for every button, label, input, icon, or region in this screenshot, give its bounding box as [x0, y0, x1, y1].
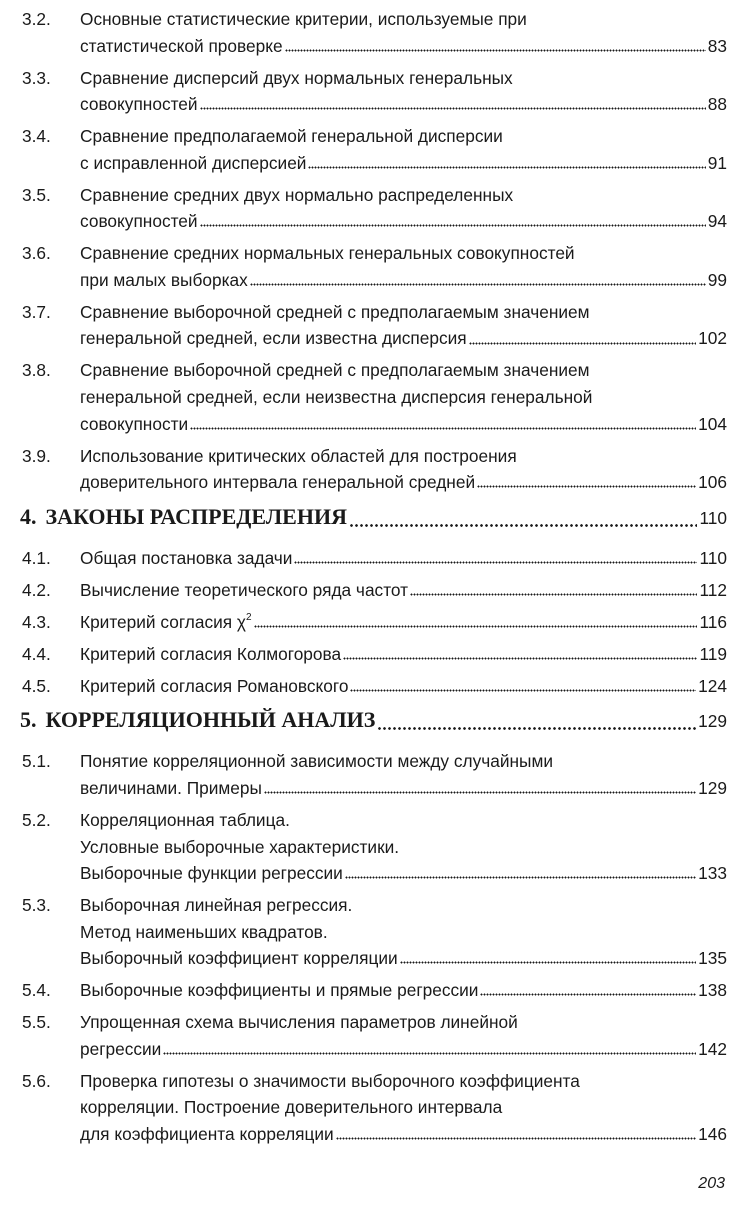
entry-number: 3.2. — [22, 9, 51, 29]
entry-number: 3.9. — [22, 445, 51, 466]
entry-line: Выборочный коэффициент корреляции — [80, 948, 398, 969]
entry-line: Сравнение предполагаемой генеральной дисперсии — [80, 126, 503, 147]
dot-leader — [254, 624, 698, 628]
toc-entry-3-5[interactable] — [20, 182, 727, 235]
entry-line: Критерий согласия Колмогорова — [80, 643, 342, 664]
toc-entry-5-2[interactable] — [20, 807, 727, 887]
entry-number: 4.4. — [22, 643, 51, 664]
entry-number: 3.8. — [22, 360, 51, 381]
dot-leader — [349, 523, 697, 528]
page-number: 129 — [698, 711, 727, 732]
dot-leader — [336, 1137, 696, 1141]
entry-number: 5.4. — [22, 980, 51, 1001]
table-of-contents — [20, 6, 727, 1153]
entry-line — [80, 609, 252, 636]
entry-number: 3.3. — [22, 67, 51, 88]
footer-page-number: 203 — [698, 1175, 725, 1192]
entry-line: Сравнение выборочной средней с предполагаемым значением — [80, 360, 590, 381]
entry-line: Условные выборочные характеристики. — [80, 836, 400, 857]
entry-line: Сравнение средних нормальных генеральных совокупностей — [80, 243, 575, 264]
chapter-title: КОРРЕЛЯЦИОННЫЙ АНАЛИЗ — [45, 707, 376, 733]
dot-leader — [308, 165, 705, 169]
entry-line: статистической проверке — [80, 35, 283, 56]
chapter-5-items — [20, 748, 727, 1147]
entry-number: 5.3. — [22, 895, 51, 916]
entry-line: Выборочные функции регрессии — [80, 863, 343, 884]
entry-number: 5.2. — [22, 809, 51, 830]
entry-number: 4.2. — [22, 579, 51, 600]
dot-leader — [480, 993, 696, 997]
entry-line: Вычисление теоретического ряда частот — [80, 579, 409, 600]
dot-leader — [250, 283, 706, 287]
chapter-4-items — [20, 545, 727, 700]
entry-line: Выборочные коэффициенты и прямые регрессии — [80, 980, 479, 1001]
dot-leader — [377, 726, 696, 731]
entry-line: корреляции. Построение доверительного интервала — [80, 1097, 503, 1118]
toc-entry-3-9[interactable] — [20, 443, 727, 496]
dot-leader — [285, 48, 706, 52]
chapter-number: 4. — [20, 503, 37, 529]
dot-leader — [350, 688, 696, 692]
toc-entry-3-2[interactable] — [20, 6, 727, 59]
toc-entry-4-5[interactable] — [20, 673, 727, 700]
page-number: 133 — [698, 863, 727, 884]
entry-number: 5.5. — [22, 1012, 51, 1033]
entry-number: 3.7. — [22, 301, 51, 322]
entry-line: при малых выборках — [80, 269, 248, 290]
page-number: 129 — [698, 777, 727, 798]
entry-number: 3.5. — [22, 184, 51, 205]
entry-line: генеральной средней, если неизвестна дисперсия генеральной — [80, 387, 593, 408]
dot-leader — [410, 592, 697, 596]
toc-entry-3-3[interactable] — [20, 65, 727, 118]
entry-line: Критерий согласия Романовского — [80, 675, 349, 696]
entry-number: 5.1. — [22, 751, 51, 772]
entry-line: Использование критических областей для построения — [80, 445, 517, 466]
entry-line: Сравнение дисперсий двух нормальных генеральных — [80, 67, 513, 88]
toc-entry-4-4[interactable] — [20, 641, 727, 668]
entry-line: совокупности — [80, 413, 189, 434]
page-number: 94 — [707, 211, 727, 232]
page-number: 142 — [698, 1038, 727, 1059]
entry-line: Общая постановка задачи — [80, 547, 293, 568]
chapter-heading-5[interactable] — [20, 705, 727, 736]
dot-leader — [190, 426, 696, 430]
dot-leader — [200, 224, 706, 228]
chapter-heading-4[interactable] — [20, 502, 727, 533]
entry-line: Сравнение выборочной средней с предполагаемым значением — [80, 301, 590, 322]
entry-number: 4.3. — [22, 611, 51, 632]
toc-entry-3-4[interactable] — [20, 123, 727, 176]
entry-line: генеральной средней, если известна дисперсия — [80, 328, 467, 349]
dot-leader — [264, 791, 696, 795]
entry-line: Корреляционная таблица. — [80, 809, 290, 830]
entry-line: величинами. Примеры — [80, 777, 262, 798]
chapter-number: 5. — [20, 707, 37, 733]
entry-text: Критерий согласия χ — [80, 611, 246, 632]
toc-entry-4-2[interactable] — [20, 577, 727, 604]
entry-line: Упрощенная схема вычисления параметров линейной — [80, 1012, 518, 1033]
toc-entry-5-3[interactable] — [20, 892, 727, 972]
dot-leader — [294, 560, 697, 564]
section-3-items — [20, 6, 727, 496]
entry-line: регрессии — [80, 1038, 162, 1059]
entry-line: для коэффициента корреляции — [80, 1124, 334, 1145]
toc-entry-4-3[interactable] — [20, 609, 727, 636]
page-number: 119 — [699, 643, 727, 664]
entry-line: совокупностей — [80, 211, 198, 232]
entry-number: 4.5. — [22, 675, 51, 696]
toc-entry-5-4[interactable] — [20, 977, 727, 1004]
page-number: 106 — [698, 472, 727, 493]
page-number: 124 — [698, 675, 727, 696]
entry-line: Сравнение средних двух нормально распределенных — [80, 184, 514, 205]
page-number: 116 — [699, 611, 727, 632]
entry-number: 3.6. — [22, 243, 51, 264]
entry-line: совокупностей — [80, 94, 198, 115]
dot-leader — [200, 107, 706, 111]
page-number: 138 — [698, 980, 727, 1001]
entry-number: 3.4. — [22, 126, 51, 147]
entry-line: доверительного интервала генеральной средней — [80, 472, 476, 493]
toc-entry-5-1[interactable] — [20, 748, 727, 801]
page-number: 91 — [707, 152, 727, 173]
entry-line: Выборочная линейная регрессия. — [80, 895, 353, 916]
entry-number: 4.1. — [22, 547, 51, 568]
toc-entry-5-6[interactable] — [20, 1068, 727, 1148]
page-number: 112 — [699, 579, 727, 600]
page-number: 135 — [698, 948, 727, 969]
page-number: 110 — [699, 507, 727, 528]
page-number: 104 — [698, 413, 727, 434]
dot-leader — [345, 876, 696, 880]
dot-leader — [469, 341, 696, 345]
superscript: 2 — [245, 611, 252, 623]
entry-line: с исправленной дисперсией — [80, 152, 307, 173]
toc-entry-3-8[interactable] — [20, 357, 727, 437]
page-number: 146 — [698, 1124, 727, 1145]
dot-leader — [477, 485, 696, 489]
page-number: 110 — [699, 547, 727, 568]
toc-entry-4-1[interactable] — [20, 545, 727, 572]
chapter-title: ЗАКОНЫ РАСПРЕДЕЛЕНИЯ — [45, 503, 347, 529]
dot-leader — [163, 1051, 696, 1055]
page-number: 88 — [707, 94, 727, 115]
toc-entry-3-6[interactable] — [20, 240, 727, 293]
entry-line: Основные статистические критерии, используемые при — [80, 9, 527, 29]
page-number: 102 — [698, 328, 727, 349]
entry-line: Понятие корреляционной зависимости между случайными — [80, 751, 553, 772]
toc-entry-3-7[interactable] — [20, 299, 727, 352]
entry-line: Метод наименьших квадратов. — [80, 921, 328, 942]
dot-leader — [400, 961, 696, 965]
toc-entry-5-5[interactable] — [20, 1009, 727, 1062]
page-number: 99 — [707, 269, 727, 290]
page-number: 83 — [707, 35, 727, 56]
entry-line: Проверка гипотезы о значимости выборочного коэффициента — [80, 1070, 580, 1091]
dot-leader — [343, 656, 697, 660]
entry-number: 5.6. — [22, 1070, 51, 1091]
